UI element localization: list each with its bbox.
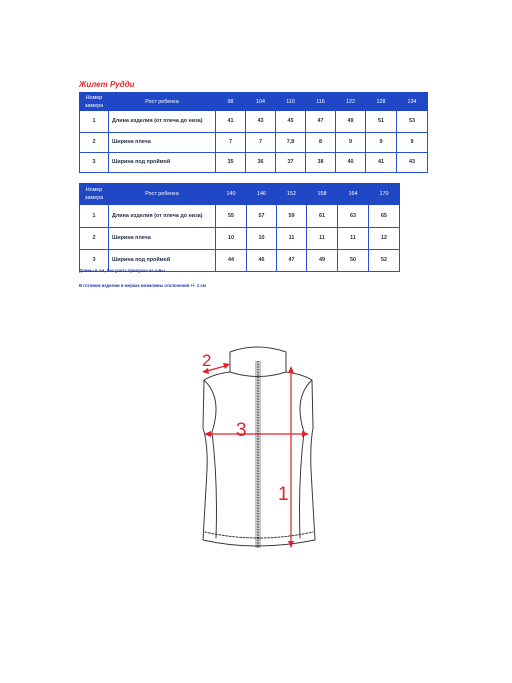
table-cell: 12 [369,228,400,250]
header-cell: Номер замера [80,184,109,205]
table-cell: 43 [246,111,276,133]
table-cell: 35 [216,153,246,173]
table-cell: Длина изделия (от плеча до низа) [109,111,216,133]
header-cell: 110 [276,93,306,111]
table-cell: 2 [80,133,109,153]
table-cell: 47 [306,111,336,133]
table-cell: 61 [307,205,338,228]
table-cell: 37 [276,153,306,173]
header-cell: 152 [277,184,307,205]
note-units: Длины в см, без учета припуска на швы [79,268,165,273]
table-cell: 41 [366,153,397,173]
vest-right-armhole [300,380,312,432]
table-cell: 9 [397,133,428,153]
vest-left-seam [212,432,217,538]
table-cell: 11 [338,228,369,250]
table-cell: Длина изделия (от плеча до низа) [109,205,216,228]
header-cell: Рост ребенка [109,184,216,205]
measure-line-1 [288,366,294,548]
product-title: Жилет Рудди [79,80,135,89]
table-cell: 3 [80,153,109,173]
vest-right-seam [300,432,305,538]
table-cell: 45 [276,111,306,133]
table-cell: 41 [216,111,246,133]
header-cell: 170 [369,184,400,205]
table-cell: 53 [397,111,428,133]
table-cell: 11 [277,228,307,250]
header-cell: 134 [397,93,428,111]
measure-label-1: 1 [278,484,289,505]
header-cell: 158 [307,184,338,205]
header-cell: 140 [216,184,247,205]
table-cell: 65 [369,205,400,228]
table-cell: 49 [307,250,338,272]
table-cell: 46 [247,250,277,272]
measure-label-2: 2 [202,351,212,370]
header-cell: 98 [216,93,246,111]
table-cell: 10 [247,228,277,250]
table-cell: 7,8 [276,133,306,153]
table-cell: 1 [80,205,109,228]
table-cell: 63 [338,205,369,228]
table-cell: 40 [336,153,366,173]
table-cell: 38 [306,153,336,173]
header-cell: 146 [247,184,277,205]
table-cell: 55 [216,205,247,228]
header-cell: Рост ребенка [109,93,216,111]
header-cell: 116 [306,93,336,111]
table-cell: 2 [80,228,109,250]
table-cell: 51 [366,111,397,133]
header-cell: 104 [246,93,276,111]
table-cell: 9 [336,133,366,153]
table-cell: 52 [369,250,400,272]
table-cell: 1 [80,111,109,133]
table-cell: 9 [366,133,397,153]
note-tolerance: В готовом изделии в мерках возможны отклонения +/- 1 см [79,283,206,288]
table-cell: 50 [338,250,369,272]
table-cell: Ширина под проймой [109,250,216,272]
header-cell: 122 [336,93,366,111]
table-cell: 10 [216,228,247,250]
table-cell: 7 [246,133,276,153]
header-cell: Номер замера [80,93,109,111]
table-cell: 36 [246,153,276,173]
measure-label-3: 3 [236,420,247,441]
table-cell: Ширина под проймой [109,153,216,173]
table-cell: Ширина плеча [109,133,216,153]
table-cell: 44 [216,250,247,272]
table-cell: 8 [306,133,336,153]
header-cell: 164 [338,184,369,205]
vest-left-armhole [204,380,216,432]
table-cell: 43 [397,153,428,173]
table-cell: 59 [277,205,307,228]
measure-line-3 [204,431,309,437]
table-cell: 47 [277,250,307,272]
table-cell: 3 [80,250,109,272]
table-cell: 7 [216,133,246,153]
table-cell: 57 [247,205,277,228]
table-cell: Ширина плеча [109,228,216,250]
header-cell: 128 [366,93,397,111]
table-cell: 49 [336,111,366,133]
table-cell: 11 [307,228,338,250]
